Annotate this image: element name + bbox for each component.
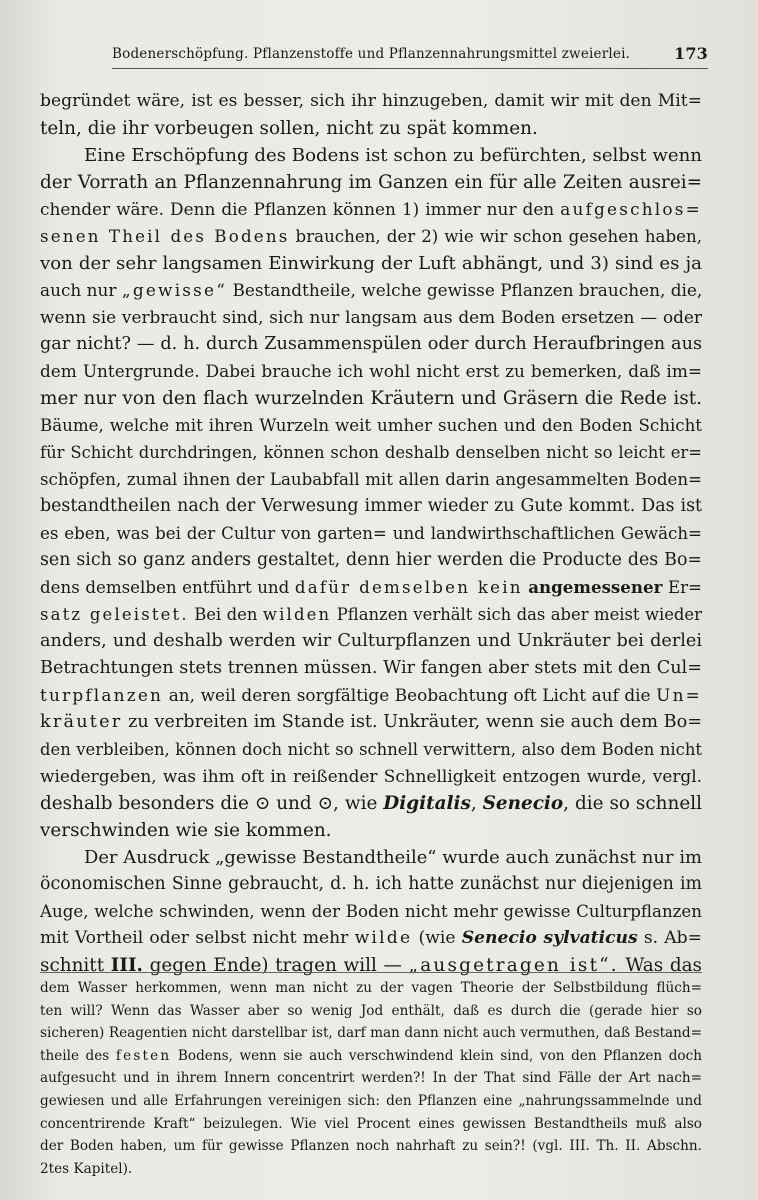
bold-emphasis: angemessener bbox=[528, 577, 663, 597]
footnote-line: theile des festen Bodens, wenn sie auch verschwindend klein sind, von den Pflanzen doch bbox=[40, 1047, 702, 1064]
footnote-line: concentrirende Kraft“ beizulegen. Wie viel Procent eines gewissen Bestandtheils muß also bbox=[40, 1115, 702, 1132]
text-line: gar nicht? — d. h. durch Zusammenspülen oder durch Heraufbringen aus bbox=[40, 334, 702, 354]
header-title: Bodenerschöpfung. Pflanzenstoffe und Pflanzennahrungsmittel zweierlei. bbox=[112, 46, 631, 62]
running-header bbox=[112, 44, 708, 69]
spaced-emphasis: wilden bbox=[262, 605, 332, 624]
text-line: mit Vortheil oder selbst nicht mehr wilde (wie Senecio sylvaticus s. Ab= bbox=[40, 928, 703, 948]
text-line: bestandtheilen nach der Verwesung immer wieder zu Gute kommt. Das ist bbox=[40, 496, 702, 516]
italic-emphasis: Senecio bbox=[482, 793, 564, 814]
italic-emphasis: Senecio sylvaticus bbox=[461, 928, 638, 948]
text-line: begründet wäre, ist es besser, sich ihr hinzugeben, damit wir mit den Mit= bbox=[40, 91, 702, 111]
bold-emphasis: III. bbox=[110, 955, 143, 976]
spaced-emphasis: senen Theil des Bodens bbox=[40, 227, 290, 246]
spaced-emphasis: festen bbox=[115, 1047, 172, 1064]
text-line: es eben, was bei der Cultur von garten= und landwirthschaftlichen Gewäch= bbox=[40, 524, 702, 543]
text-line: satz geleistet. Bei den wilden Pflanzen verhält sich das aber meist wieder bbox=[40, 605, 702, 624]
text-line: sen sich so ganz anders gestaltet, denn hier werden die Producte des Bo= bbox=[40, 550, 702, 570]
footnote-line: gewiesen und alle Erfahrungen vereinigen sich: den Pflanzen eine „nahrungssammelnde und bbox=[40, 1092, 702, 1109]
text-line: wenn sie verbraucht sind, sich nur langsam aus dem Boden ersetzen — oder bbox=[40, 307, 702, 327]
text-line: auch nur „gewisse“ Bestandtheile, welche gewisse Pflanzen brauchen, die, bbox=[40, 280, 703, 300]
text-line: dens demselben entführt und dafür demselben kein angemessener Er= bbox=[40, 577, 702, 597]
text-line: für Schicht durchdringen, können schon deshalb denselben nicht so leicht er= bbox=[40, 443, 702, 462]
spaced-emphasis: Un= bbox=[656, 685, 703, 705]
text-line: Betrachtungen stets trennen müssen. Wir fangen aber stets mit den Cul= bbox=[40, 658, 702, 678]
text-line: der Vorrath an Pflanzennahrung im Ganzen ein für alle Zeiten ausrei= bbox=[40, 172, 702, 193]
text-line: schöpfen, zumal ihnen der Laubabfall mit allen darin angesammelten Boden= bbox=[40, 470, 702, 489]
text-line: mer nur von den flach wurzelnden Kräutern und Gräsern die Rede ist. bbox=[40, 388, 702, 409]
text-line: Eine Erschöpfung des Bodens ist schon zu befürchten, selbst wenn bbox=[84, 145, 702, 166]
footnote-line: 2tes Kapitel). bbox=[40, 1160, 133, 1177]
text-line: schnitt III. gegen Ende) tragen will — „ausgetragen ist“. Was das bbox=[40, 955, 702, 976]
text-line: den verbleiben, können doch nicht so schnell verwittern, also dem Boden nicht bbox=[40, 740, 702, 759]
footnote-line: sicheren) Reagentien nicht darstellbar ist, darf man dann nicht auch vermuthen, daß Bestand= bbox=[40, 1025, 702, 1042]
spaced-emphasis: „gewisse“ bbox=[121, 280, 228, 300]
footnote-line: ten will? Wenn das Wasser aber so wenig Jod enthält, daß es durch die (gerade hier so bbox=[40, 1002, 702, 1019]
text-line: Der Ausdruck „gewisse Bestandtheile“ wurde auch zunächst nur im bbox=[84, 847, 702, 868]
italic-emphasis: Digitalis bbox=[383, 793, 471, 814]
text-line: öconomischen Sinne gebraucht, d. h. ich hatte zunächst nur diejenigen im bbox=[40, 874, 702, 894]
footnote bbox=[40, 972, 702, 1180]
main-text bbox=[40, 88, 702, 979]
text-line: turpflanzen an, weil deren sorgfältige Beobachtung oft Licht auf die Un= bbox=[40, 685, 703, 705]
text-line: Bäume, welche mit ihren Wurzeln weit umher suchen und den Boden Schicht bbox=[40, 416, 702, 435]
footnote-line: der Boden haben, um für gewisse Pflanzen noch nahrhaft zu sein?! (vgl. III. Th. II. Abschn. bbox=[40, 1138, 702, 1155]
spaced-emphasis: turpflanzen bbox=[40, 685, 164, 705]
text-line: verschwinden wie sie kommen. bbox=[40, 820, 332, 841]
page-number: 173 bbox=[674, 44, 708, 63]
spaced-emphasis: dafür demselben kein bbox=[294, 578, 523, 597]
spaced-emphasis: wilde bbox=[354, 928, 413, 948]
text-line: dem Untergrunde. Dabei brauche ich wohl nicht erst zu bemerken, daß im= bbox=[40, 361, 702, 381]
text-line: anders, und deshalb werden wir Culturpflanzen und Unkräuter bei derlei bbox=[40, 631, 702, 651]
spaced-emphasis: satz geleistet. bbox=[40, 605, 189, 624]
spaced-emphasis: „ausgetragen ist“. bbox=[408, 955, 619, 976]
text-line: chender wäre. Denn die Pflanzen können 1) immer nur den aufgeschlos= bbox=[40, 199, 702, 219]
text-line: wiedergeben, was ihm oft in reißender Schnelligkeit entzogen wurde, vergl. bbox=[40, 766, 702, 786]
spaced-emphasis: aufgeschlos= bbox=[560, 199, 702, 219]
text-line: senen Theil des Bodens brauchen, der 2) wie wir schon gesehen haben, bbox=[40, 227, 702, 246]
text-line: Auge, welche schwinden, wenn der Boden nicht mehr gewisse Culturpflanzen bbox=[40, 902, 702, 921]
footnote-line: dem Wasser herkommen, wenn man nicht zu der vagen Theorie der Selbstbildung flüch= bbox=[40, 980, 702, 996]
text-line: kräuter zu verbreiten im Stande ist. Unkräuter, wenn sie auch dem Bo= bbox=[40, 712, 702, 732]
spaced-emphasis: kräuter bbox=[40, 712, 123, 732]
text-line: von der sehr langsamen Einwirkung der Luft abhängt, und 3) sind es ja bbox=[40, 253, 702, 274]
text-line: deshalb besonders die ⊙ und ⊙, wie Digitalis, Senecio, die so schnell bbox=[40, 793, 702, 814]
footnote-line: aufgesucht und in ihrem Innern concentrirt werden?! In der That sind Fälle der Art nach= bbox=[40, 1070, 702, 1087]
text-line: teln, die ihr vorbeugen sollen, nicht zu spät kommen. bbox=[40, 118, 538, 139]
